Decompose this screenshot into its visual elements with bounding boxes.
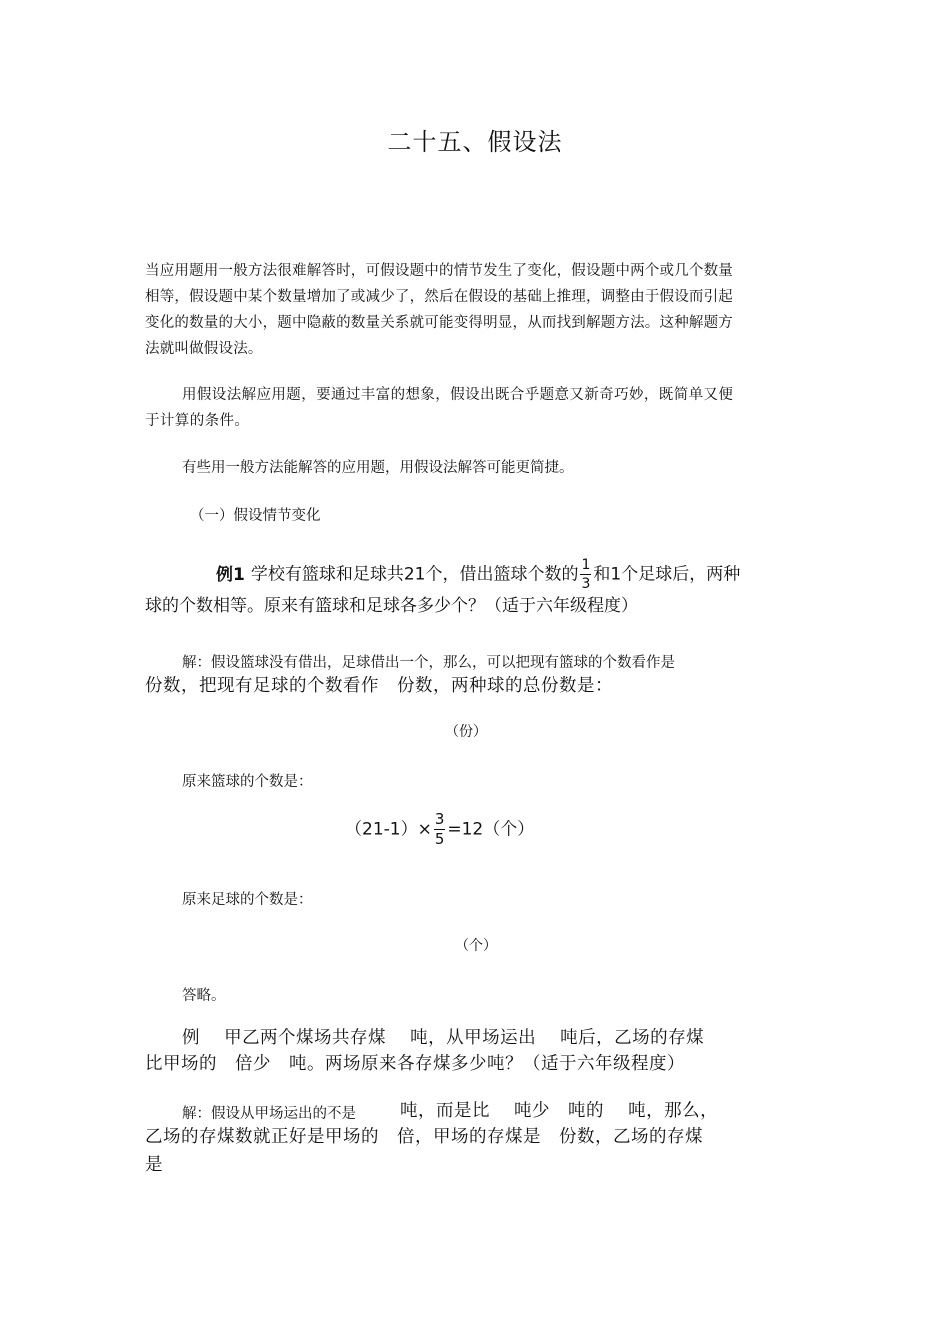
formula-denominator: 5 [434,830,445,848]
football-unit: （个） [455,938,497,954]
example-2-line-1: 例 甲乙两个煤场共存煤 吨，从甲场运出 吨后，乙场的存煤 [182,1028,705,1048]
example-1-label: 例1 [216,564,245,585]
intro-paragraph-3: 有些用一般方法能解答的应用题，用假设法解答可能更简捷。 [182,460,574,476]
formula-numerator: 3 [434,810,445,828]
solution-2-line-3: 是 [145,1155,163,1175]
example-1-text-b: 和1个足球后，两种 [593,564,741,585]
intro-paragraph-2: 用假设法解应用题，要通过丰富的想象，假设出既合乎题意又新奇巧妙，既简单又便于计算的条件。 [145,387,734,429]
formula-left: （21-1）× [345,819,432,840]
fraction-bar [580,574,591,575]
example-1-text-a: 学校有篮球和足球共21个，借出篮球个数的 [250,564,579,585]
solution-2-line-1a: 解：假设从甲场运出的不是 [182,1106,356,1122]
solution-1-line-2: 份数，把现有足球的个数看作 份数，两种球的总份数是： [145,676,613,696]
example-1-fraction [580,558,591,591]
fraction-numerator: 1 [581,557,591,573]
formula-fraction [434,812,446,847]
basketball-label: 原来篮球的个数是： [182,774,313,790]
example-1 [145,557,742,622]
solution-2-line-2: 乙场的存煤数就正好是甲场的 倍，甲场的存煤是 份数，乙场的存煤 [145,1127,703,1147]
solution-2-line-1b: 吨，而是比 吨少 吨的 吨，那么， [400,1101,719,1121]
formula-right: =12（个） [447,819,535,840]
football-label: 原来足球的个数是： [182,892,313,908]
section-heading: （一）假设情节变化 [190,508,321,524]
example-1-line-2: 球的个数相等。原来有篮球和足球各多少个？（适于六年级程度） [145,596,638,616]
answer-omitted: 答略。 [182,988,226,1004]
page-title: 二十五、假设法 [387,128,563,156]
intro-paragraph-1: 当应用题用一般方法很难解答时，可假设题中的情节发生了变化，假设题中两个或几个数量相等，假设题中某个数量增加了或减少了，然后在假设的基础上推理，调整由于假设而引起变化的数量的大小，题中隐蔽的数量关系就可能变得明显，从而找到解题方法。这种解题方法就叫做假设法。 [145,263,733,357]
fraction-denominator: 3 [581,576,591,592]
total-parts-unit: （份） [445,724,487,740]
basketball-formula [345,812,534,847]
solution-1-line-1: 解：假设篮球没有借出，足球借出一个，那么，可以把现有篮球的个数看作是 [182,655,675,671]
example-2-line-2: 比甲场的 倍少 吨。两场原来各存煤多少吨？（适于六年级程度） [145,1054,685,1074]
